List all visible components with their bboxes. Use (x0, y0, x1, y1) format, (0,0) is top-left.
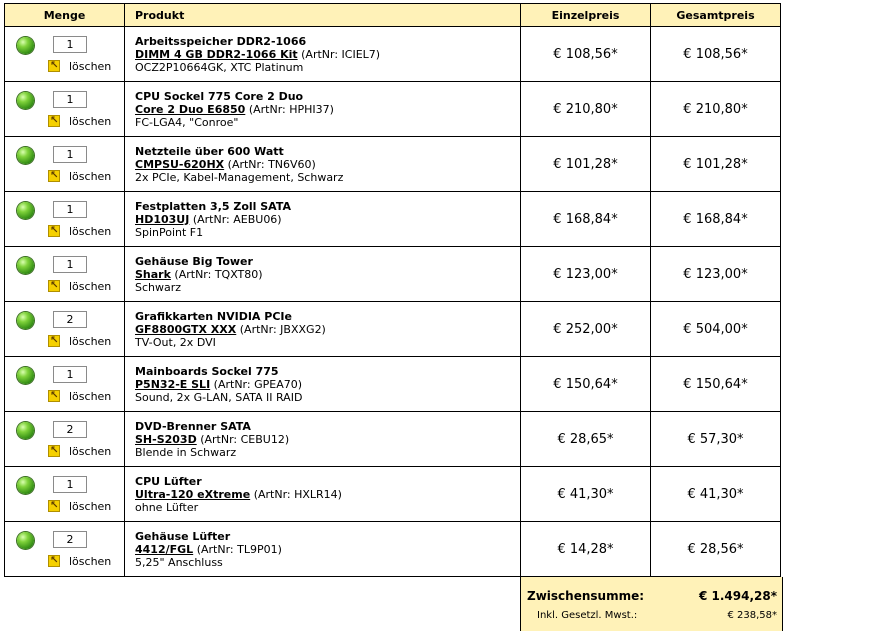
product-description: OCZ2P10664GK, XTC Platinum (135, 60, 304, 74)
product-artnr: (ArtNr: JBXXG2) (239, 322, 326, 336)
product-link[interactable]: Shark (135, 267, 171, 281)
product-link[interactable]: SH-S203D (135, 432, 197, 446)
availability-status-icon (17, 422, 34, 439)
total-price: € 150,64* (651, 357, 781, 412)
product-category: CPU Lüfter (135, 474, 202, 488)
total-price: € 123,00* (651, 247, 781, 302)
product-category: DVD-Brenner SATA (135, 419, 251, 433)
product-description: 2x PCIe, Kabel-Management, Schwarz (135, 170, 344, 184)
product-artnr: (ArtNr: HXLR14) (253, 487, 342, 501)
cart-item-row (5, 27, 781, 82)
product-link[interactable]: Core 2 Duo E6850 (135, 102, 246, 116)
delete-button[interactable] (48, 60, 111, 73)
availability-status-icon (17, 312, 34, 329)
product-category: Gehäuse Big Tower (135, 254, 253, 268)
delete-icon: ↖ (50, 225, 59, 236)
product-cell (125, 302, 521, 357)
quantity-input[interactable] (53, 91, 87, 108)
unit-price: € 14,28* (521, 522, 651, 577)
delete-button[interactable] (48, 500, 111, 513)
quantity-input[interactable] (53, 311, 87, 328)
unit-price: € 101,28* (521, 137, 651, 192)
delete-label: löschen (69, 390, 112, 403)
quantity-input[interactable] (53, 146, 87, 163)
header-menge: Menge (5, 4, 125, 27)
product-link[interactable]: HD103UJ (135, 212, 190, 226)
product-description: ohne Lüfter (135, 500, 199, 514)
total-price: € 108,56* (651, 27, 781, 82)
unit-price: € 123,00* (521, 247, 651, 302)
unit-price: € 150,64* (521, 357, 651, 412)
cart-item-row (5, 412, 781, 467)
product-cell (125, 192, 521, 247)
product-link[interactable]: Ultra-120 eXtreme (135, 487, 251, 501)
product-category: Mainboards Sockel 775 (135, 364, 279, 378)
order-summary (520, 577, 783, 631)
product-category: Grafikkarten NVIDIA PCIe (135, 309, 292, 323)
delete-button[interactable] (48, 390, 111, 403)
product-artnr: (ArtNr: ICIEL7) (301, 47, 381, 61)
product-description: Blende in Schwarz (135, 445, 237, 459)
total-price: € 41,30* (651, 467, 781, 522)
quantity-cell (5, 82, 125, 137)
cart-header-row (5, 4, 781, 27)
product-artnr: (ArtNr: TQXT80) (174, 267, 263, 281)
delete-button[interactable] (48, 225, 111, 238)
product-artnr: (ArtNr: GPEA70) (213, 377, 303, 391)
availability-status-icon (17, 532, 34, 549)
product-description: Sound, 2x G-LAN, SATA II RAID (135, 390, 303, 404)
product-link[interactable]: P5N32-E SLI (135, 377, 211, 391)
unit-price: € 28,65* (521, 412, 651, 467)
product-cell (125, 82, 521, 137)
product-description: 5,25" Anschluss (135, 555, 223, 569)
quantity-cell (5, 192, 125, 247)
quantity-cell (5, 137, 125, 192)
quantity-input[interactable] (53, 366, 87, 383)
quantity-cell (5, 247, 125, 302)
subtotal-label: Zwischensumme: (527, 589, 645, 603)
total-price: € 57,30* (651, 412, 781, 467)
quantity-input[interactable] (53, 421, 87, 438)
quantity-input[interactable] (53, 476, 87, 493)
delete-label: löschen (69, 170, 112, 183)
product-description: TV-Out, 2x DVI (135, 335, 216, 349)
product-link[interactable]: CMPSU-620HX (135, 157, 225, 171)
product-description: SpinPoint F1 (135, 225, 204, 239)
product-artnr: (ArtNr: AEBU06) (192, 212, 282, 226)
total-price: € 28,56* (651, 522, 781, 577)
availability-status-icon (17, 477, 34, 494)
unit-price: € 210,80* (521, 82, 651, 137)
delete-label: löschen (69, 335, 112, 348)
product-description: FC-LGA4, "Conroe" (135, 115, 239, 129)
total-price: € 168,84* (651, 192, 781, 247)
availability-status-icon (17, 367, 34, 384)
delete-button[interactable] (48, 445, 111, 458)
quantity-cell (5, 467, 125, 522)
unit-price: € 252,00* (521, 302, 651, 357)
delete-icon: ↖ (50, 445, 59, 456)
delete-button[interactable] (48, 170, 111, 183)
product-cell (125, 467, 521, 522)
product-cell (125, 247, 521, 302)
product-cell (125, 27, 521, 82)
delete-icon: ↖ (50, 500, 59, 511)
unit-price: € 41,30* (521, 467, 651, 522)
delete-button[interactable] (48, 280, 111, 293)
unit-price: € 108,56* (521, 27, 651, 82)
cart-item-row (5, 82, 781, 137)
availability-status-icon (17, 92, 34, 109)
quantity-cell (5, 27, 125, 82)
delete-icon: ↖ (50, 170, 59, 181)
product-cell (125, 357, 521, 412)
product-category: Festplatten 3,5 Zoll SATA (135, 199, 292, 213)
delete-label: löschen (69, 280, 112, 293)
header-einzelpreis: Einzelpreis (521, 4, 651, 27)
quantity-input[interactable] (53, 36, 87, 53)
product-cell (125, 412, 521, 467)
product-cell (125, 522, 521, 577)
total-price: € 101,28* (651, 137, 781, 192)
product-artnr: (ArtNr: HPHI37) (248, 102, 334, 116)
delete-button[interactable] (48, 115, 111, 128)
delete-label: löschen (69, 60, 112, 73)
product-link[interactable]: DIMM 4 GB DDR2-1066 Kit (135, 47, 298, 61)
product-cell (125, 137, 521, 192)
availability-status-icon (17, 257, 34, 274)
delete-icon: ↖ (50, 390, 59, 401)
product-artnr: (ArtNr: CEBU12) (200, 432, 290, 446)
total-price: € 210,80* (651, 82, 781, 137)
cart-item-row (5, 137, 781, 192)
product-category: Gehäuse Lüfter (135, 529, 231, 543)
cart-item-row (5, 192, 781, 247)
quantity-cell (5, 522, 125, 577)
product-category: Arbeitsspeicher DDR2-1066 (135, 34, 307, 48)
cart-item-row (5, 357, 781, 412)
header-gesamtpreis: Gesamtpreis (651, 4, 781, 27)
delete-button[interactable] (48, 555, 111, 568)
availability-status-icon (17, 147, 34, 164)
header-produkt: Produkt (125, 4, 521, 27)
quantity-cell (5, 357, 125, 412)
product-category: CPU Sockel 775 Core 2 Duo (135, 89, 304, 103)
cart-item-row (5, 467, 781, 522)
quantity-cell (5, 302, 125, 357)
delete-label: löschen (69, 225, 112, 238)
product-artnr: (ArtNr: TN6V60) (227, 157, 316, 171)
total-price: € 504,00* (651, 302, 781, 357)
unit-price: € 168,84* (521, 192, 651, 247)
availability-status-icon (17, 37, 34, 54)
quantity-cell (5, 412, 125, 467)
availability-status-icon (17, 202, 34, 219)
delete-label: löschen (69, 115, 112, 128)
tax-value: € 238,58* (727, 610, 777, 621)
delete-label: löschen (69, 445, 112, 458)
cart-item-row (5, 247, 781, 302)
product-link[interactable]: GF8800GTX XXX (135, 322, 237, 336)
tax-label: Inkl. Gesetzl. Mwst.: (537, 610, 638, 621)
quantity-input[interactable] (53, 201, 87, 218)
product-artnr: (ArtNr: TL9P01) (196, 542, 282, 556)
delete-icon: ↖ (50, 60, 59, 71)
delete-icon: ↖ (50, 280, 59, 291)
delete-label: löschen (69, 555, 112, 568)
cart-item-row (5, 302, 781, 357)
cart-table (4, 3, 781, 577)
subtotal-value: € 1.494,28* (698, 589, 777, 603)
delete-button[interactable] (48, 335, 111, 348)
product-category: Netzteile über 600 Watt (135, 144, 284, 158)
delete-icon: ↖ (50, 555, 59, 566)
quantity-input[interactable] (53, 256, 87, 273)
cart-item-row (5, 522, 781, 577)
delete-icon: ↖ (50, 115, 59, 126)
delete-icon: ↖ (50, 335, 59, 346)
product-link[interactable]: 4412/FGL (135, 542, 194, 556)
delete-label: löschen (69, 500, 112, 513)
quantity-input[interactable] (53, 531, 87, 548)
product-description: Schwarz (135, 280, 182, 294)
